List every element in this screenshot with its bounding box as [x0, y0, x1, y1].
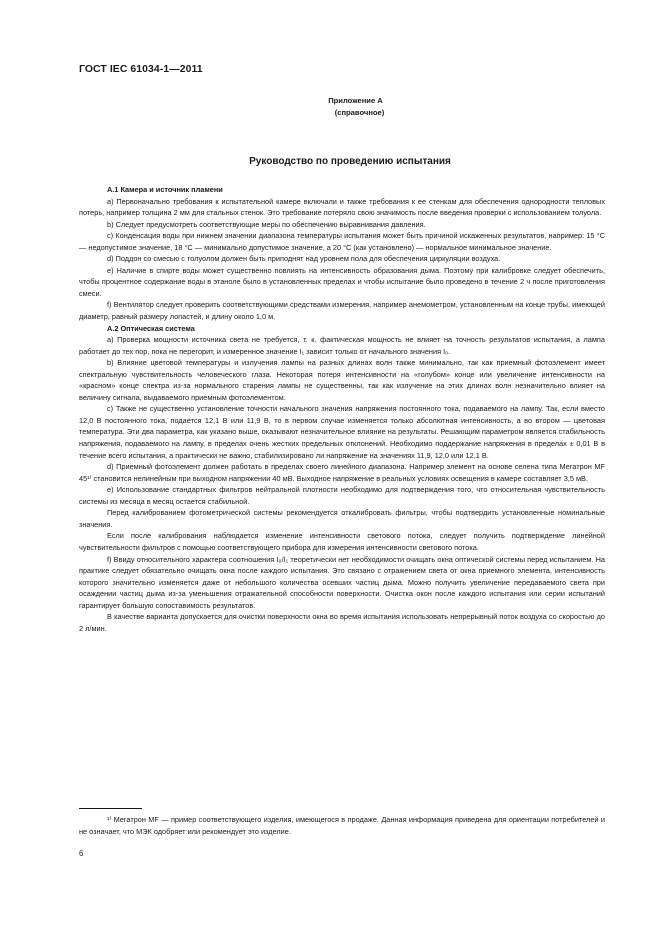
paragraph: f) Вентилятор следует проверить соответствующими средствами измерения, например анемометром, установленным на конце трубы, имеющей диаметр, равный размеру лопастей, и длину около 1,0 м. [79, 300, 605, 322]
paragraph: b) Влияние цветовой температуры и излучения лампы на разных длинах волн также минимально, так как приемный фотоэлемент имеет спектральную чувствительность человеческого глаза. Некоторая потеря интенсивности на «голубом» конце или увеличение интенсивности на «красном» конце спектра из-за нормального старения лампы не существенны, так как излучение на этих длинах волн незначительно влияет на величину сигнала, выдаваемого приемным фотоэлементом. [79, 358, 605, 402]
page-number: 6 [79, 849, 84, 858]
paragraph: d) Приемный фотоэлемент должен работать в пределах своего линейного диапазона. Например элемент на основе селена типа Мегатрон МF 45¹⁾ становится нелинейным при выходном напряжении 40 мВ. Выходное напряжение в реальных условиях освещения в камере составляет 3,5 мВ. [79, 462, 605, 483]
paragraph: с) Также не существенно установление точности начального значения напряжения постоянного тока, подаваемого на лампу. Так, если вместо 12,0 В постоянного тока, подается 12,1 В или 11,9 В, то в первом случае изменяется только абсолютная интенсивность, а во втором — цветовая температура. Эти два параметра, как указано выше, оказывают незначительное влияние на результаты. Решающим параметром является стабильность напряжения, подаваемого на лампу, в пределах очень жестких предельных отклонений. Необходимо поддержание напряжения в пределах ± 0,01 В в течение всего испытания, а практически не важно, стабилизировано ли напряжение на значениях 11,9, 12,0 или 12,1 В. [79, 404, 605, 460]
page-title: Руководство по проведению испытания [249, 156, 451, 167]
paragraph: с) Конденсация воды при нижнем значении диапазона температуры испытания может быть причиной искаженных результатов, например: 15 °С — недопустимое значение, 18 °С — минимально допустимое значение, а 20 °С (как установлено) — нормальное минимальное значение. [79, 231, 605, 252]
paragraph: е) Использование стандартных фильтров нейтральной плотности необходимо для подтверждения того, что относительная чувствительность системы из месяца в месяц остается стабильной. [79, 485, 605, 506]
appendix-type: (справочное) [334, 108, 385, 117]
footnote: ¹⁾ Мегатрон МF — пример соответствующего изделия, имеющегося в продаже. Данная информация приведена для ориентации потребителей и не означает, что МЭК одобряет или рекомендует это изделие. [79, 815, 605, 836]
section-heading-a2: А.2 Оптическая система [107, 323, 195, 333]
paragraph: е) Наличие в спирте воды может существенно повлиять на интенсивность образования дыма. Поэтому при калибровке следует обеспечить, чтобы процентное содержание воды в этаноле было в установленных пределах и чтобы испытание было проведено в течение 2 ч после приготовления смеси. [79, 265, 605, 298]
section-heading-a1: А.1 Камера и источник пламени [107, 185, 223, 194]
paragraph: d) Поддон со смесью с толуолом должен быть приподнят над уровнем пола для обеспечения циркуляции воздуха. [107, 254, 501, 264]
body-text [79, 184, 605, 634]
footnote-rule [79, 808, 142, 809]
paragraph: Если после калибрования наблюдается изменение интенсивности светового потока, следует получить подтверждение линейной чувствительности фильтров с помощью соответствующего прибора для измерения интенсивности светового потока. [79, 531, 605, 552]
standard-header: ГОСТ IEC 61034-1—2011 [79, 64, 203, 75]
paragraph: а) Проверка мощности источника света не требуется, т. к. фактическая мощность не влияет на точность результатов испытания, а лампа работает до тех пор, пока не перегорит, и измеренное значение I₁ зависит только от начального значения I₀. [79, 335, 605, 356]
appendix-label: Приложение А [328, 96, 383, 105]
paragraph: Перед калиброванием фотометрической системы рекомендуется откалибровать фильтры, чтобы подтвердить установленные номинальные значения. [79, 508, 605, 529]
paragraph: а) Первоначально требования к испытательной камере включали и также требования к ее стенкам для обеспечения однородности тепловых потерь, например толщина 2 мм для стальных стенок. Это требование потеряло свою значимость после введения проверки с использованием толуола. [79, 196, 605, 218]
paragraph: f) Ввиду относительного характера соотношения I₀/I₁ теоретически нет необходимости очищать окна оптической системы перед испытанием. На практике следует обязательно очищать окна после каждого испытания. Это связано с отражением света от окна приемного элемента, интенсивность которого значительно изменяется даже от небольшого количества осевших частиц дыма. Можно получить увеличение передаваемого света при осаждении частиц дыма из-за уменьшения отражательной способности поверхности. Очистка окон после каждого испытания или серии испытаний гарантирует большую сопоставимость результатов. [79, 554, 605, 610]
paragraph: b) Следует предусмотреть соответствующие меры по обеспечению выравнивания давления. [107, 219, 426, 229]
paragraph: В качестве варианта допускается для очистки поверхности окна во время испытания использовать непрерывный поток воздуха со скоростью до 2 л/мин. [79, 612, 605, 633]
